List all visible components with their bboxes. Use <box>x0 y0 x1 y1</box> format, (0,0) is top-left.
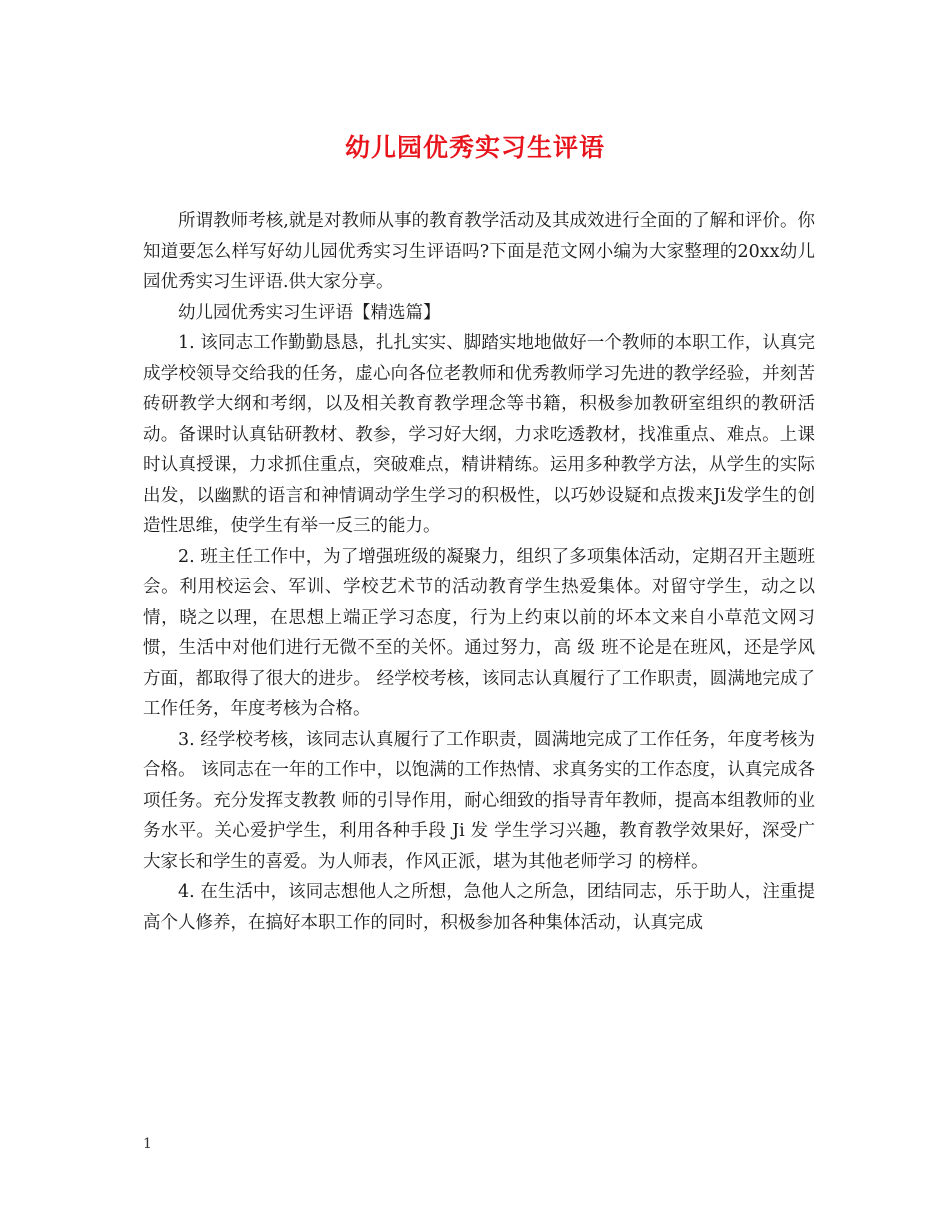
document-title: 幼儿园优秀实习生评语 <box>344 133 605 162</box>
intro-paragraph: 所谓教师考核,就是对教师从事的教育教学活动及其成效进行全面的了解和评价。你知道要怎么样写好幼儿园优秀实习生评语吗?下面是范文网小编为大家整理的20xx幼儿园优秀实习生评语.供大家分享。 <box>143 211 815 292</box>
list-item-4: 4. 在生活中，该同志想他人之所想，急他人之所急，团结同志，乐于助人，注重提高个人修养，在搞好本职工作的同时，积极参加各种集体活动，认真完成 <box>143 882 815 933</box>
list-item-2: 2. 班主任工作中，为了增强班级的凝聚力，组织了多项集体活动，定期召开主题班会。利用校运会、军训、学校艺术节的活动教育学生热爱集体。对留守学生，动之以情，晓之以理，在思想上端正学习态度，行为上约束以前的坏本文来自小草范文网习惯，生活中对他们进行无微不至的关怀。通过努力，高 级 班不论是在班风，还是学风方面，都取得了很大的进步。 经学校考核，该同志认真履行了工作职责，圆满地完成了工作任务，年度考核为合格。 <box>143 546 815 719</box>
document-body <box>143 206 815 938</box>
list-item-3: 3. 经学校考核，该同志认真履行了工作职责，圆满地完成了工作任务，年度考核为合格。 该同志在一年的工作中，以饱满的工作热情、求真务实的工作态度，认真完成各项任务。充分发挥支教教 师的引导作用，耐心细致的指导青年教师，提高本组教师的业务水平。关心爱护学生，利用各种手段 Ji 发 学生学习兴趣，教育教学效果好，深受广大家长和学生的喜爱。为人师表，作风正派，堪为其他老师学习 的榜样。 <box>143 729 815 872</box>
list-item-1: 1. 该同志工作勤勤恳恳，扎扎实实、脚踏实地地做好一个教师的本职工作，认真完成学校领导交给我的任务，虚心向各位老教师和优秀教师学习先进的教学经验，并刻苦砖研教学大纲和考纲，以及相关教育教学理念等书籍，积极参加教研室组织的教研活动。备课时认真钻研教材、教参，学习好大纲，力求吃透教材，找准重点、难点。上课时认真授课，力求抓住重点，突破难点，精讲精练。运用多种教学方法，从学生的实际出发，以幽默的语言和神情调动学生学习的积极性，以巧妙设疑和点拨来Ji发学生的创造性思维，使学生有举一反三的能力。 <box>143 333 815 536</box>
page-number: 1 <box>143 1136 152 1152</box>
section-heading: 幼儿园优秀实习生评语【精选篇】 <box>178 302 441 323</box>
